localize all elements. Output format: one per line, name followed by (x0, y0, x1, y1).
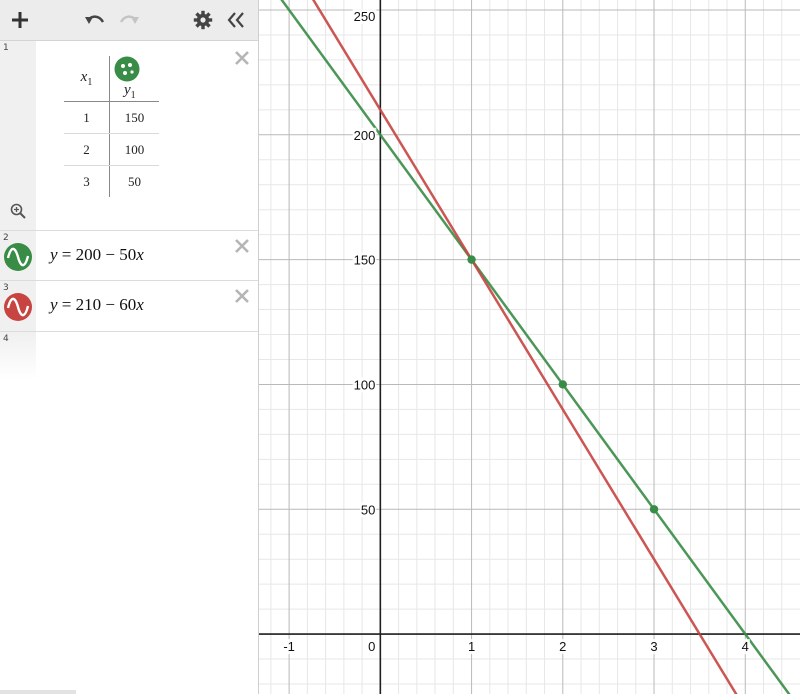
plus-icon (11, 11, 29, 29)
axes (259, 0, 800, 694)
table-cell[interactable]: 50 (128, 173, 141, 189)
table-cell[interactable]: 150 (110, 102, 160, 134)
graph-canvas[interactable] (259, 0, 800, 694)
table-cell[interactable]: 3 (64, 166, 110, 198)
data-point (650, 505, 658, 513)
table-cell[interactable]: 100 (110, 134, 160, 166)
major-gridlines (259, 0, 800, 694)
table-cell[interactable]: 2 (64, 134, 110, 166)
toolbar (0, 0, 258, 41)
point-style-icon[interactable] (114, 56, 140, 82)
plot-lines (259, 0, 800, 694)
graph-style-icon[interactable] (3, 292, 33, 322)
tick-label: 250 (353, 8, 376, 24)
tick-label: 3 (650, 639, 658, 655)
undo-button[interactable] (81, 6, 109, 34)
expression-list-panel (0, 0, 259, 694)
data-point (559, 380, 567, 388)
column-header-x1[interactable]: $x_1$ (64, 56, 110, 102)
close-icon[interactable] (234, 238, 250, 254)
tick-label: 150 (353, 252, 376, 268)
table-row (64, 166, 159, 198)
tick-label: 4 (741, 639, 749, 655)
tick-label: -1 (283, 639, 295, 655)
table-row (64, 102, 159, 134)
data-table (64, 56, 159, 197)
add-item-button[interactable] (6, 6, 34, 34)
redo-icon (118, 12, 140, 28)
expression-row-green[interactable] (0, 231, 258, 281)
close-icon[interactable] (234, 50, 250, 66)
tick-label: 200 (353, 127, 376, 143)
minor-gridlines (259, 0, 800, 694)
table-expression[interactable] (0, 41, 258, 231)
expression-index: 4 (3, 334, 9, 344)
expression-index: 3 (3, 283, 9, 293)
collapse-icon (226, 11, 246, 29)
undo-icon (84, 12, 106, 28)
column-header-y1[interactable]: $y_1$ (110, 56, 160, 102)
zoom-fit-icon[interactable] (10, 203, 26, 219)
expression-index: 2 (3, 233, 9, 243)
expression-math[interactable]: y = 200 − 50x (50, 245, 144, 264)
collapse-panel-button[interactable] (222, 6, 250, 34)
graph-style-icon[interactable] (3, 242, 33, 272)
gear-icon (193, 10, 213, 30)
settings-button[interactable] (189, 6, 217, 34)
series-line (259, 0, 800, 694)
empty-expression-row[interactable] (0, 332, 258, 380)
expression-index: 1 (3, 43, 9, 53)
tick-label: 50 (360, 502, 376, 518)
data-point (467, 255, 475, 263)
table-header-row (64, 56, 159, 102)
table-row (64, 134, 159, 166)
tick-label: 100 (353, 377, 376, 393)
tick-label: 1 (467, 639, 476, 655)
redo-button[interactable] (115, 6, 143, 34)
table-cell[interactable]: 1 (64, 102, 110, 134)
expression-row-red[interactable] (0, 281, 258, 332)
expression-gutter (0, 41, 36, 230)
tick-label: 2 (559, 639, 567, 655)
resize-handle[interactable] (0, 690, 76, 694)
expression-math[interactable]: y = 210 − 60x (50, 295, 144, 314)
close-icon[interactable] (234, 288, 250, 304)
tick-label: 0 (368, 639, 376, 655)
series-line (259, 0, 800, 694)
